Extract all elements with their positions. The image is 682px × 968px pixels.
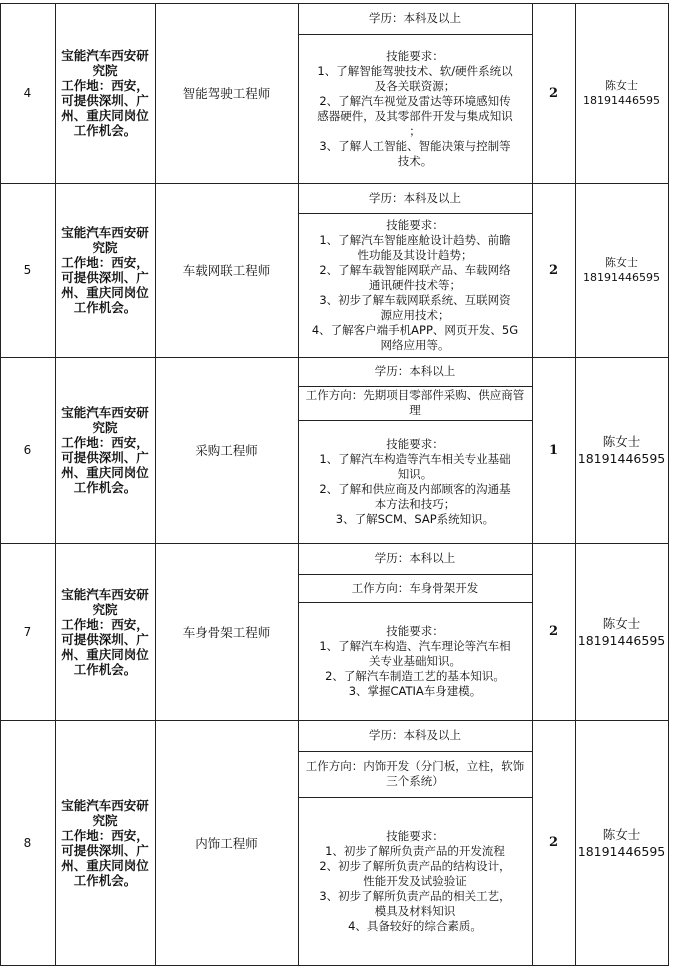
skill-line: 技能要求：	[386, 217, 444, 232]
employer-line: 可提供深圳、广	[61, 93, 149, 108]
employer-location-lines	[61, 798, 149, 888]
contact-phone: 18191446595	[583, 271, 660, 284]
row-number-text: 5	[23, 263, 32, 277]
headcount	[532, 543, 575, 720]
employer-line: 宝能汽车西安研	[61, 405, 149, 420]
position-title	[155, 183, 298, 357]
headcount-text: 2	[548, 835, 559, 850]
work-direction-text: 工作方向：内饰开发（分门板，立柱，软饰三个系统）	[305, 759, 525, 788]
row-number	[0, 183, 55, 357]
employer-location	[55, 3, 155, 183]
contact-info	[575, 720, 668, 965]
education-text: 学历：本科以上	[374, 364, 456, 378]
contact-info	[575, 357, 668, 543]
skill-line: 2、初步了解所负责产品的结构设计，	[319, 858, 511, 873]
skill-line: 技术。	[397, 153, 433, 168]
skill-requirements	[298, 213, 532, 357]
employer-line: 究院	[92, 240, 118, 255]
skill-line: 2、了解车载智能网联产品、车载网络	[319, 262, 511, 277]
employer-location-lines	[61, 587, 149, 677]
skill-line: 性功能及其设计趋势；	[357, 247, 473, 262]
position-title-text: 内饰工程师	[195, 835, 258, 851]
education-text: 学历：本科及以上	[369, 11, 461, 25]
contact-info	[575, 183, 668, 357]
employer-line: 工作地：西安，	[61, 827, 149, 843]
employer-line: 工作地：西安，	[61, 78, 149, 93]
row-number	[0, 3, 55, 183]
position-title-text: 车身骨架工程师	[182, 624, 271, 640]
contact-info	[575, 3, 668, 183]
skill-lines	[319, 829, 510, 934]
employer-line: 可提供深圳、广	[61, 450, 149, 465]
headcount	[532, 3, 575, 183]
work-direction	[298, 751, 532, 797]
position-title-text: 智能驾驶工程师	[182, 86, 271, 101]
skill-line: 知识。	[397, 466, 433, 481]
skill-line: 技能要求：	[386, 828, 444, 843]
employer-line: 工作机会。	[73, 661, 137, 677]
skill-line: 模具及材料知识	[374, 903, 456, 918]
employer-line: 工作地：西安，	[61, 255, 149, 270]
employer-line: 州、重庆同岗位	[61, 108, 149, 123]
employer-line: 工作机会。	[73, 300, 137, 315]
headcount-text: 2	[548, 624, 559, 639]
employer-line: 宝能汽车西安研	[61, 225, 149, 240]
position-title	[155, 3, 298, 183]
education-text: 学历：本科及以上	[369, 190, 461, 205]
skill-line: 及各关联资源；	[374, 78, 456, 93]
employer-location	[55, 183, 155, 357]
skill-line: 本方法和技巧；	[374, 496, 456, 511]
education-text: 学历：本科以上	[374, 551, 456, 565]
position-title	[155, 543, 298, 720]
skill-line: 2、了解汽车视觉及雷达等环境感知传	[319, 93, 511, 108]
contact-name: 陈女士	[602, 615, 641, 631]
skill-line: 技能要求：	[386, 48, 444, 63]
skill-line: 1、了解汽车构造、汽车理论等汽车相	[319, 638, 511, 653]
contact-phone: 18191446595	[583, 94, 660, 107]
education-text: 学历：本科及以上	[369, 728, 461, 742]
employer-line: 工作机会。	[73, 480, 137, 495]
headcount	[532, 357, 575, 543]
contact-name: 陈女士	[605, 79, 638, 92]
skill-line: 4、具备较好的综合素质。	[348, 918, 482, 933]
skill-line: 2、了解和供应商及内部顾客的沟通基	[319, 481, 511, 496]
employer-line: 工作地：西安，	[61, 616, 149, 632]
skill-line: 技能要求：	[386, 623, 444, 638]
contact-phone: 18191446595	[577, 451, 666, 466]
row-number-text: 6	[23, 443, 32, 457]
employer-line: 究院	[92, 812, 118, 828]
skill-line: 技能要求：	[386, 436, 444, 451]
skill-line: 1、了解汽车智能座舱设计趋势、前瞻	[319, 232, 511, 247]
work-direction	[298, 386, 532, 420]
contact-info	[575, 543, 668, 720]
skill-line: 4、了解客户端手机APP、网页开发、5G	[311, 322, 519, 337]
employer-line: 究院	[92, 420, 118, 435]
education-requirement	[298, 3, 532, 34]
employer-location	[55, 357, 155, 543]
education-requirement	[298, 543, 532, 574]
employer-location-lines	[61, 225, 149, 315]
skill-line: 1、了解智能驾驶技术、软/硬件系统以	[317, 63, 513, 78]
skill-line: 感器硬件，及其零部件开发与集成知识	[317, 108, 513, 123]
skill-requirements	[298, 34, 532, 183]
education-requirement	[298, 357, 532, 386]
skill-line: 3、初步了解所负责产品的相关工艺，	[319, 888, 511, 903]
skill-line: 2、了解汽车制造工艺的基本知识。	[325, 668, 505, 683]
skill-line: 网络应用等。	[380, 337, 450, 352]
employer-line: 州、重庆同岗位	[61, 857, 149, 873]
employer-location-lines	[61, 48, 149, 138]
skill-lines	[319, 437, 510, 527]
skill-requirements	[298, 602, 532, 720]
position-title	[155, 357, 298, 543]
grid-vline	[668, 3, 669, 965]
headcount	[532, 720, 575, 965]
skill-line: 1、了解汽车构造等汽车相关专业基础	[319, 451, 511, 466]
headcount-text: 2	[548, 262, 559, 278]
employer-location	[55, 720, 155, 965]
row-number-text: 4	[23, 86, 32, 100]
employer-line: 可提供深圳、广	[61, 270, 149, 285]
employer-line: 州、重庆同岗位	[61, 646, 149, 662]
contact-name: 陈女士	[605, 256, 638, 269]
skill-lines	[319, 624, 510, 699]
employer-location	[55, 543, 155, 720]
work-direction-text: 工作方向：先期项目零部件采购、供应商管理	[305, 388, 525, 417]
skill-line: 源应用技术；	[380, 307, 450, 322]
skill-requirements	[298, 797, 532, 965]
contact-phone: 18191446595	[577, 843, 666, 859]
row-number	[0, 357, 55, 543]
skill-line: ；	[409, 123, 421, 138]
headcount	[532, 183, 575, 357]
skill-line: 通讯硬件技术等；	[369, 277, 461, 292]
employer-line: 工作机会。	[73, 123, 137, 138]
employer-line: 工作机会。	[73, 872, 137, 888]
grid-hline	[0, 965, 669, 966]
work-direction	[298, 574, 532, 602]
skill-line: 3、初步了解车载网联系统、互联网资	[319, 292, 511, 307]
employer-line: 宝能汽车西安研	[61, 586, 149, 602]
skill-line: 1、初步了解所负责产品的开发流程	[325, 843, 505, 858]
employer-line: 州、重庆同岗位	[61, 285, 149, 300]
skill-line: 3、了解人工智能、智能决策与控制等	[319, 138, 511, 153]
contact-name: 陈女士	[602, 434, 641, 449]
employer-line: 究院	[92, 601, 118, 617]
skill-line: 3、了解SCM、SAP系统知识。	[335, 511, 495, 526]
row-number-text: 8	[23, 835, 32, 850]
employer-line: 工作地：西安，	[61, 435, 149, 450]
headcount-text: 1	[548, 442, 559, 458]
position-title-text: 采购工程师	[195, 443, 258, 458]
work-direction-text: 工作方向：车身骨架开发	[351, 580, 479, 595]
employer-line: 可提供深圳、广	[61, 631, 149, 647]
row-number-text: 7	[23, 624, 32, 639]
skill-requirements	[298, 420, 532, 543]
contact-name: 陈女士	[602, 826, 641, 842]
employer-line: 州、重庆同岗位	[61, 465, 149, 480]
skill-lines	[312, 218, 518, 353]
education-requirement	[298, 183, 532, 213]
employer-line: 宝能汽车西安研	[61, 797, 149, 813]
headcount-text: 2	[548, 85, 559, 101]
employer-line: 究院	[92, 63, 118, 78]
contact-phone: 18191446595	[577, 632, 666, 648]
education-requirement	[298, 720, 532, 751]
employer-location-lines	[61, 405, 149, 495]
skill-line: 性能开发及试验验证	[363, 873, 467, 888]
skill-line: 3、掌握CATIA车身建模。	[348, 683, 482, 698]
employer-line: 宝能汽车西安研	[61, 48, 149, 63]
row-number	[0, 720, 55, 965]
skill-lines	[317, 49, 513, 169]
skill-line: 关专业基础知识。	[368, 653, 461, 668]
employer-line: 可提供深圳、广	[61, 842, 149, 858]
position-title	[155, 720, 298, 965]
row-number	[0, 543, 55, 720]
position-title-text: 车载网联工程师	[182, 263, 271, 278]
